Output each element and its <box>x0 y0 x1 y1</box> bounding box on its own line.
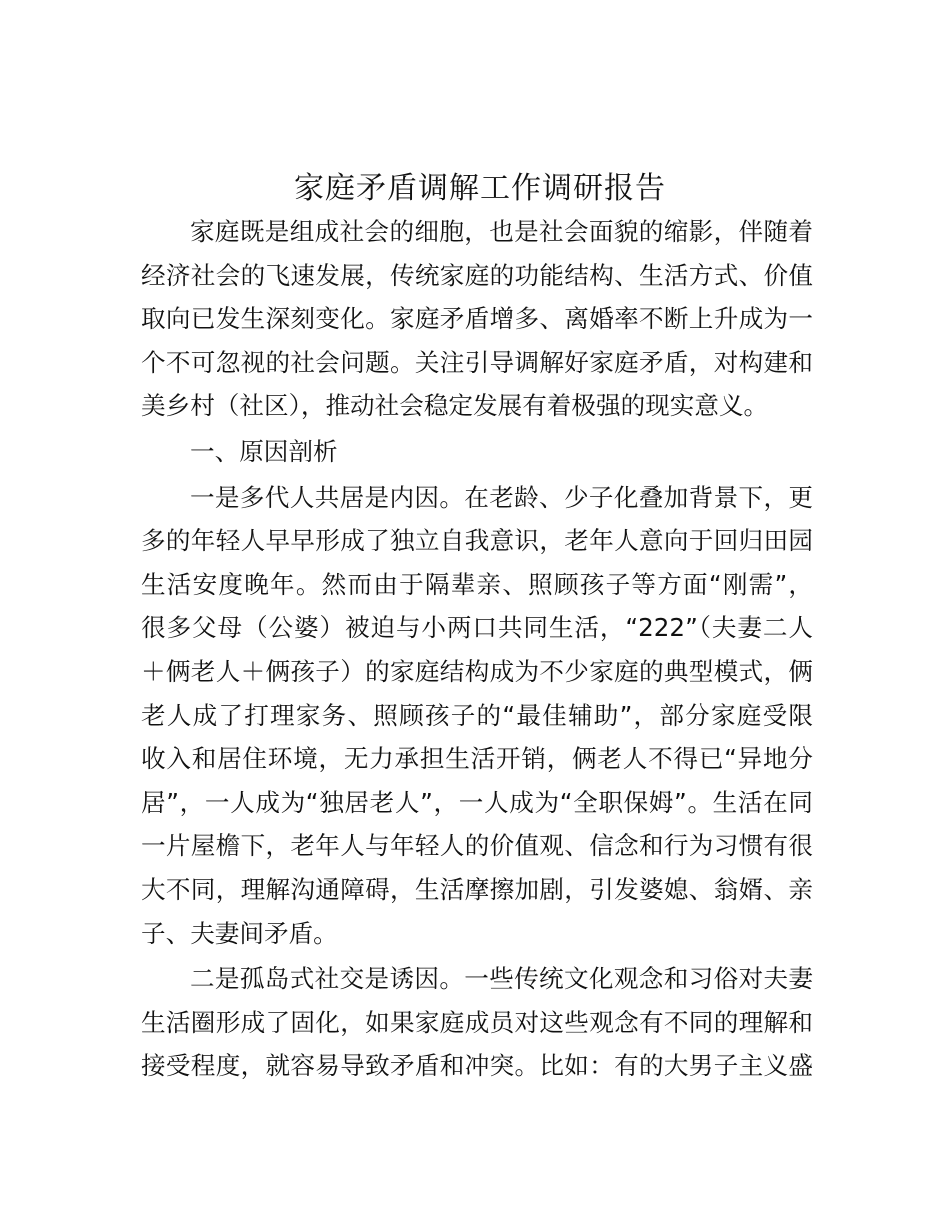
paragraph-line: 二是孤岛式社交是诱因。一些传统文化观念和习俗对夫妻 <box>190 964 813 994</box>
paragraph-line: 取向已发生深刻变化。家庭矛盾增多、离婚率不断上升成为一 <box>141 304 813 334</box>
paragraph-line: ＋俩老人＋俩孩子）的家庭结构成为不少家庭的典型模式，俩 <box>141 656 813 686</box>
document-page <box>141 168 813 1088</box>
intro-paragraph <box>141 210 813 428</box>
paragraph-line: 家庭既是组成社会的细胞，也是社会面貌的缩影，伴随着 <box>190 217 813 246</box>
paragraph-line: 很多父母（公婆）被迫与小两口共同生活，“222”（夫妻二人 <box>141 613 813 643</box>
paragraph-line: 收入和居住环境，无力承担生活开销，俩老人不得已“异地分 <box>141 744 813 774</box>
document-title: 家庭矛盾调解工作调研报告 <box>294 171 666 206</box>
paragraph-line: 一片屋檐下，老年人与年轻人的价值观、信念和行为习惯有很 <box>141 831 813 861</box>
paragraph-line: 经济社会的飞速发展，传统家庭的功能结构、生活方式、价值 <box>141 260 813 290</box>
paragraph-line: 生活安度晚年。然而由于隔辈亲、照顾孩子等方面“刚需”， <box>141 569 813 599</box>
paragraph-line: 个不可忽视的社会问题。关注引导调解好家庭矛盾，对构建和 <box>141 347 813 377</box>
paragraph-line: 生活圈形成了固化，如果家庭成员对这些观念有不同的理解和 <box>141 1007 813 1037</box>
paragraph-line: 一是多代人共居是内因。在老龄、少子化叠加背景下，更 <box>190 482 813 512</box>
paragraph-line: 大不同，理解沟通障碍，生活摩擦加剧，引发婆媳、翁婿、亲 <box>141 874 813 904</box>
section-heading <box>141 430 813 474</box>
paragraph-line: 老人成了打理家务、照顾孩子的“最佳辅助”，部分家庭受限 <box>141 700 813 730</box>
paragraph-line: 美乡村（社区），推动社会稳定发展有着极强的现实意义。 <box>141 391 769 421</box>
paragraph-line: 多的年轻人早早形成了独立自我意识，老年人意向于回归田园 <box>141 526 813 556</box>
paragraph-line: 子、夫妻间矛盾。 <box>141 918 338 948</box>
section-heading-text: 一、原因剖析 <box>190 436 338 466</box>
paragraph-line: 居”，一人成为“独居老人”，一人成为“全职保姆”。生活在同 <box>141 787 813 817</box>
reason-two-paragraph <box>141 957 813 1088</box>
reason-one-paragraph <box>141 476 813 956</box>
paragraph-line: 接受程度，就容易导致矛盾和冲突。比如：有的大男子主义盛 <box>141 1051 813 1081</box>
